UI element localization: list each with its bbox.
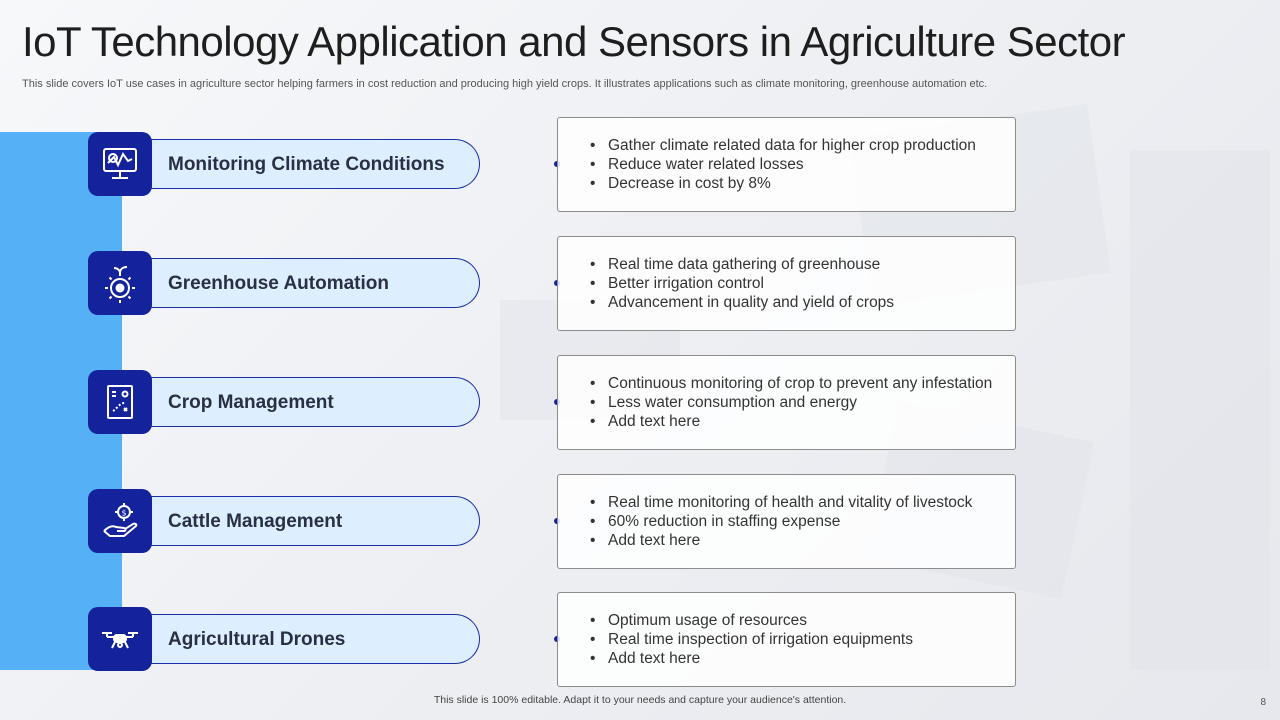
item-row-agricultural-drones: [0, 607, 1280, 703]
bullet-item: • Reduce water related losses: [608, 155, 1015, 174]
bullet-item: • Real time monitoring of health and vitality of livestock: [608, 493, 1015, 512]
item-pill[interactable]: [150, 258, 480, 308]
bullet-item: • Optimum usage of resources: [608, 611, 1015, 630]
slide-title: IoT Technology Application and Sensors in Agriculture Sector: [22, 18, 1126, 65]
item-pill[interactable]: [150, 614, 480, 664]
bullet-item: • 60% reduction in staffing expense: [608, 512, 1015, 531]
gear-plant-icon: [88, 251, 152, 315]
detail-card: [557, 117, 1016, 212]
item-label: Crop Management: [168, 392, 334, 413]
item-pill[interactable]: [150, 377, 480, 427]
bullet-item: • Real time data gathering of greenhouse: [608, 255, 1015, 274]
bullet-item: • Continuous monitoring of crop to prevent any infestation: [608, 374, 1015, 393]
bullet-item: • Gather climate related data for higher crop production: [608, 136, 1015, 155]
detail-card: [557, 592, 1016, 687]
svg-text:$: $: [121, 508, 127, 518]
item-label: Monitoring Climate Conditions: [168, 154, 445, 175]
document-map-icon: [88, 370, 152, 434]
detail-card: [557, 236, 1016, 331]
item-row-cattle-management: [0, 489, 1280, 585]
bullet-item: • Real time inspection of irrigation equipments: [608, 630, 1015, 649]
slide-subtitle: This slide covers IoT use cases in agriculture sector helping farmers in cost reduction and producing high yield crops. It illustrates applications such as climate monitoring, greenhouse automation etc.: [22, 78, 988, 90]
item-label: Cattle Management: [168, 511, 343, 532]
bullet-item: • Add text here: [608, 412, 1015, 431]
item-row-greenhouse: [0, 251, 1280, 347]
bullet-item: • Advancement in quality and yield of crops: [608, 293, 1015, 312]
detail-card: [557, 474, 1016, 569]
item-row-monitoring-climate: [0, 132, 1280, 228]
item-label: Greenhouse Automation: [168, 273, 389, 294]
page-number: 8: [1260, 697, 1266, 708]
slide-footer: This slide is 100% editable. Adapt it to your needs and capture your audience's attention.: [433, 694, 847, 706]
item-pill[interactable]: [150, 496, 480, 546]
item-row-crop-management: [0, 370, 1280, 466]
bullet-item: • Better irrigation control: [608, 274, 1015, 293]
bullet-item: • Decrease in cost by 8%: [608, 174, 1015, 193]
monitor-chart-icon: [88, 132, 152, 196]
bullet-item: • Add text here: [608, 649, 1015, 668]
bullet-item: • Less water consumption and energy: [608, 393, 1015, 412]
drone-icon: [88, 607, 152, 671]
bullet-item: • Add text here: [608, 531, 1015, 550]
detail-card: [557, 355, 1016, 450]
item-label: Agricultural Drones: [168, 629, 346, 650]
item-pill[interactable]: [150, 139, 480, 189]
hand-gear-icon: [88, 489, 152, 553]
